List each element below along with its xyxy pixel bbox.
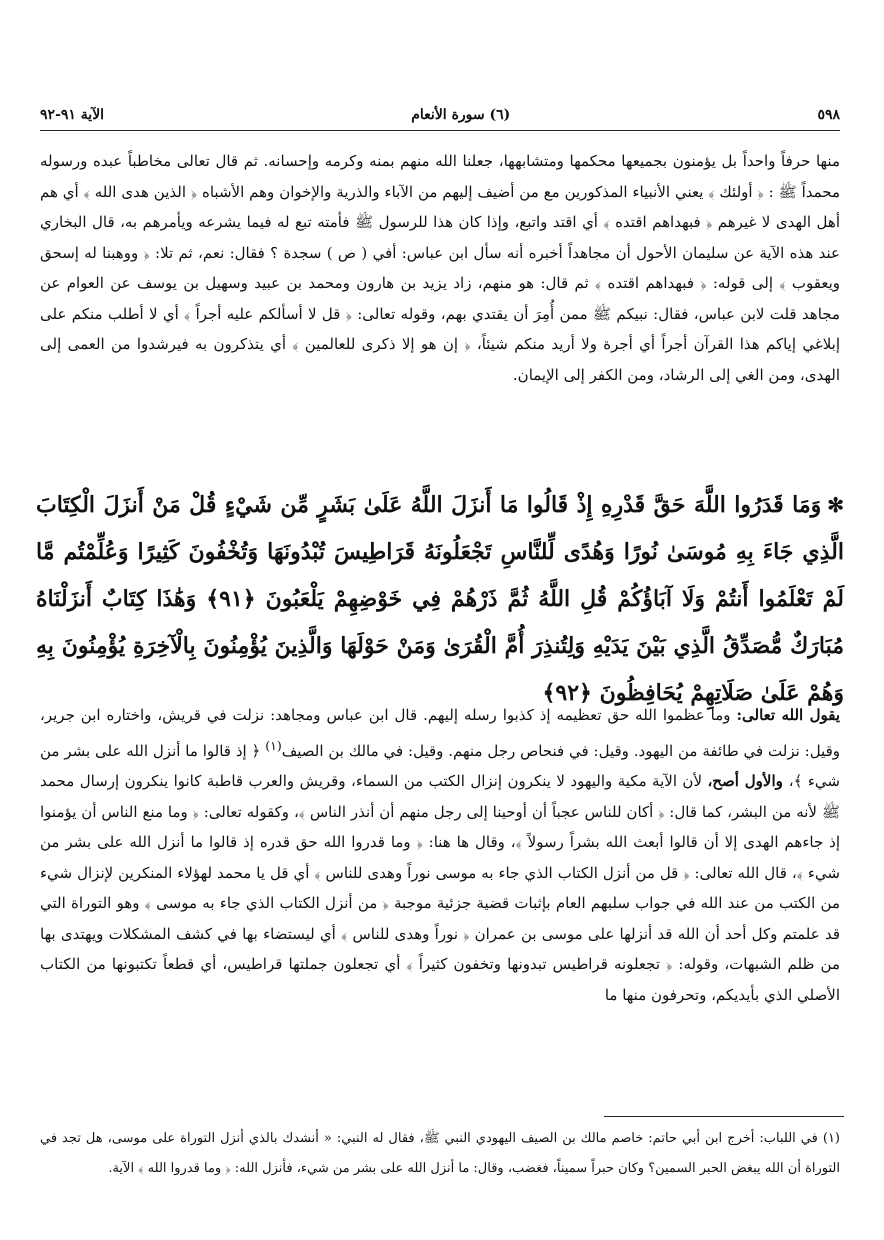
commentary-text-a: وما عظموا الله حق تعظيمه إذ كذبوا رسله إليهم. قال ابن عباس ومجاهد: نزلت في قريش، واختاره ابن جرير، وقيل: نزلت في طائفة من اليهود. وقيل: في فنحاص رجل منهم. وقيل: في مالك بن الصيف <box>40 706 840 760</box>
ayah-range: الآية ٩١-٩٢ <box>40 107 105 123</box>
quran-verses-text: وَمَا قَدَرُوا اللَّهَ حَقَّ قَدْرِهِ إِذْ قَالُوا مَا أَنزَلَ اللَّهُ عَلَىٰ بَشَرٍ مِّن شَيْءٍ قُلْ مَنْ أَنزَلَ الْكِتَابَ الَّذِي جَاءَ بِهِ مُوسَىٰ نُورًا وَهُدًى لِّلنَّاسِ تَجْعَلُونَهُ قَرَاطِيسَ تُبْدُونَهَا وَتُخْفُونَ كَثِيرًا وَعُلِّمْتُم مَّا لَمْ تَعْلَمُوا أَنتُمْ وَلَا آبَاؤُكُمْ قُلِ اللَّهُ ثُمَّ ذَرْهُمْ فِي خَوْضِهِمْ يَلْعَبُونَ ﴿٩١﴾ وَهَٰذَا كِتَابٌ أَنزَلْنَاهُ مُبَارَكٌ مُّصَدِّقُ الَّذِي بَيْنَ يَدَيْهِ وَلِتُنذِرَ أُمَّ الْقُرَىٰ وَمَنْ حَوْلَهَا وَالَّذِينَ يُؤْمِنُونَ بِالْآخِرَةِ يُؤْمِنُونَ بِهِ وَهُمْ عَلَىٰ صَلَاتِهِمْ يُحَافِظُونَ ﴿٩٢﴾ <box>36 492 845 706</box>
surah-title: (٦) سورة الأنعام <box>411 107 511 123</box>
commentary-paragraph <box>40 700 840 1010</box>
quran-verses-block <box>36 482 844 717</box>
tafsir-intro-paragraph: منها حرفاً واحداً بل يؤمنون بجميعها محكمها ومتشابهها، جعلنا الله منهم بمنه وكرمه وإحسانه. ثم قال تعالى مخاطباً عبده ورسوله محمداً ﷺ : ﴿ أولئك ﴾ يعني الأنبياء المذكورين مع من أضيف إليهم من الآباء والذرية والإخوان وهم الأشباه ﴿ الذين هدى الله ﴾ أي هم أهل الهدى لا غيرهم ﴿ فبهداهم اقتده ﴾ أي اقتد واتبع، وإذا كان هذا للرسول ﷺ فأمته تبع له فيما يشرعه ويأمرهم به، قال البخاري عند هذه الآية عن سليمان الأحول أن مجاهداً أخبره أنه سأل ابن عباس: أفي ( ص ) سجدة ؟ فقال: نعم، ثم تلا: ﴿ ووهبنا له إسحق ويعقوب ﴾ إلى قوله: ﴿ فبهداهم اقتده ﴾ ثم قال: هو منهم، زاد يزيد بن هارون ومحمد بن عبيد وسهيل بن يوسف عن العوام عن مجاهد قلت لابن عباس، فقال: نبيكم ﷺ ممن أُمِرَ أن يقتدي بهم، وقوله تعالى: ﴿ قل لا أسألكم عليه أجراً ﴾ أي لا أطلب منكم على إبلاغي إياكم هذا القرآن أجراً أي أجرة ولا أريد منكم شيئاً، ﴿ إن هو إلا ذكرى للعالمين ﴾ أي يتذكرون به فيرشدوا من العمى إلى الهدى، ومن الغي إلى الرشاد، ومن الكفر إلى الإيمان. <box>40 152 840 384</box>
verse-star-icon: ✻ <box>827 493 844 517</box>
page-number: ٥٩٨ <box>817 107 840 123</box>
footnote-divider <box>604 1116 844 1117</box>
commentary-text-c: لأن الآية مكية واليهود لا ينكرون إنزال الكتب من السماء، وقريش والعرب قاطبة كانوا ينكرون إرسال محمد ﷺ لأنه من البشر، كما قال: ﴿ أكان للناس عجباً أن أوحينا إلى رجل منهم أن أنذر الناس ﴾، وكقوله تعالى: ﴿ وما منع الناس أن يؤمنوا إذ جاءهم الهدى إلا أن قالوا أبعث الله بشراً رسولاً ﴾، وقال ها هنا: ﴿ وما قدروا الله حق قدره إذ قالوا ما أنزل الله على بشر من شيء ﴾، قال الله تعالى: ﴿ قل من أنزل الكتاب الذي جاء به موسى نوراً وهدى للناس ﴾ أي قل يا محمد لهؤلاء المنكرين لإنزال شيء من الكتب من عند الله في جواب سلبهم العام بإثبات قضية جزئية موجبة ﴿ من أنزل الكتاب الذي جاء به موسى ﴾ وهو التوراة التي قد علمتم وكل أحد أن الله قد أنزلها على موسى بن عمران ﴿ نوراً وهدى للناس ﴾ أي ليستضاء بها في كشف المشكلات ويهتدى بها من ظلم الشبهات، وقوله: ﴿ تجعلونه قراطيس تبدونها وتخفون كثيراً ﴾ أي تجعلون جملتها قراطيس، أي قطعاً تكتبونها من الكتاب الأصلي الذي بأيديكم، وتحرفون منها ما <box>40 772 840 1004</box>
commentary-bold-phrase: والأول أصح، <box>707 772 789 790</box>
header-divider <box>40 130 840 131</box>
page-header <box>40 102 840 128</box>
footnote-reference[interactable]: (١) <box>265 737 282 753</box>
footnote-text: في اللباب: أخرج ابن أبي حاتم: خاصم مالك بن الصيف اليهودي النبي ﷺ، فقال له النبي: « أنشدك بالذي أنزل التوراة على موسى، هل تجد في التوراة أن الله يبغض الحبر السمين؟ وكان حبراً سميناً، فغضب، وقال: ما أنزل الله على بشر من شيء، فأنزل الله: ﴿ وما قدروا الله ﴾ الآية. <box>40 1131 840 1176</box>
commentary-lead: يقول الله تعالى: <box>736 706 840 724</box>
commentary-text-b: ﴿ إذ قالوا ما أنزل الله على بشر من شيء ﴾، <box>40 741 840 790</box>
footnote-marker: (١) <box>822 1131 840 1146</box>
footnote <box>40 1124 840 1184</box>
